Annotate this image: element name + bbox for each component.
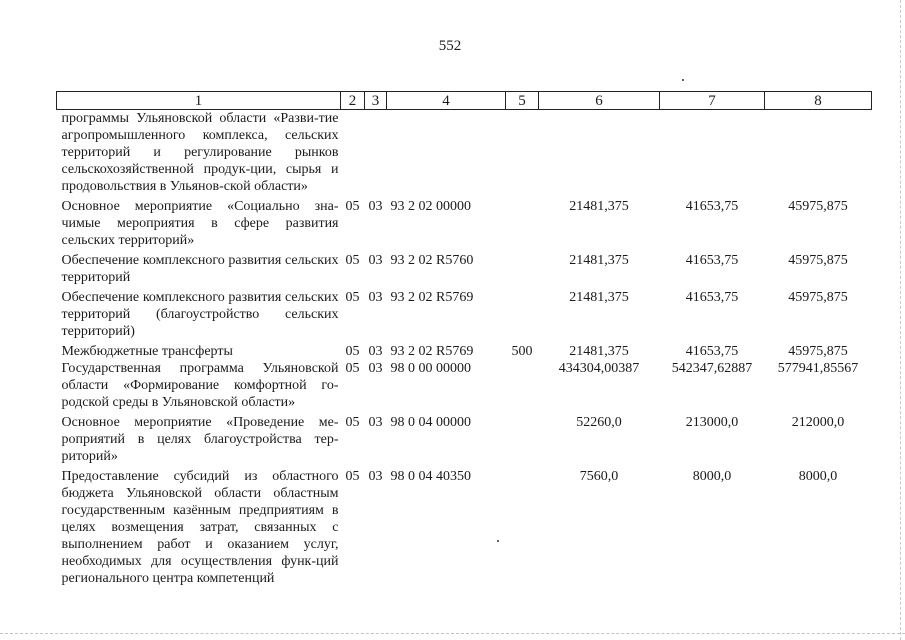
cell-amount-1: 434304,00387 <box>558 361 640 376</box>
cell-subsection: 03 <box>368 199 383 214</box>
cell-section: 05 <box>345 290 360 305</box>
cell-amount-1: 52260,0 <box>576 415 622 430</box>
column-header-7: 7 <box>660 92 765 110</box>
column-header-8: 8 <box>765 92 872 110</box>
cell-expense-type: 500 <box>511 344 533 359</box>
cell-target-code: 93 2 02 R5769 <box>390 344 474 359</box>
row-name: Обеспечение комплексного развития сельских территорий <box>61 253 339 285</box>
cell-target-code: 93 2 02 R5769 <box>390 290 474 305</box>
table-row <box>57 289 872 343</box>
cell-target-code: 98 0 04 40350 <box>390 469 471 484</box>
cell-amount-1 <box>539 110 660 199</box>
cell-amount-1: 21481,375 <box>569 290 629 305</box>
row-name: Предоставление субсидий из областного бюджета Ульяновской области областным государственным казённым предприятиям в целях возмещения затрат, связанных с выполнением работ и оказанием услуг, необходимых для осуществления функ-ций регионального центра компетенций <box>61 469 339 586</box>
cell-subsection: 03 <box>368 469 383 484</box>
cell-target-code: 98 0 00 00000 <box>390 361 471 376</box>
cell-amount-3: 45975,875 <box>788 344 848 359</box>
cell-amount-1: 21481,375 <box>569 253 629 268</box>
cell-subsection <box>365 110 387 199</box>
row-name: Обеспечение комплексного развития сельских территорий (благоустройство сельских территорий) <box>61 290 339 339</box>
budget-table <box>56 91 872 587</box>
cell-amount-2: 213000,0 <box>685 415 739 430</box>
cell-amount-3: 45975,875 <box>788 290 848 305</box>
page-number: 552 <box>438 38 462 54</box>
cell-amount-2: 542347,62887 <box>671 361 753 376</box>
row-name: программы Ульяновской области «Разви-тие агропромышленного комплекса, сельских территорий и регулирование рынков сельскохозяйственной продук-ции, сырья и продовольствия в Ульянов-ской области» <box>61 111 339 194</box>
scan-edge-bottom <box>0 633 905 634</box>
table-row <box>57 252 872 289</box>
cell-subsection: 03 <box>368 415 383 430</box>
table-row <box>57 343 872 360</box>
table-row <box>57 360 872 414</box>
cell-section: 05 <box>345 253 360 268</box>
cell-amount-1: 7560,0 <box>579 469 619 484</box>
cell-amount-2: 41653,75 <box>685 253 739 268</box>
cell-target-code: 93 2 02 R5760 <box>390 253 474 268</box>
column-header-3: 3 <box>365 92 387 110</box>
column-header-2: 2 <box>341 92 365 110</box>
cell-section: 05 <box>345 199 360 214</box>
cell-amount-2: 8000,0 <box>692 469 732 484</box>
cell-amount-3: 212000,0 <box>791 415 845 430</box>
cell-section: 05 <box>345 469 360 484</box>
scan-edge-right <box>900 0 905 640</box>
table-row <box>57 110 872 199</box>
table-row <box>57 198 872 252</box>
cell-target-code <box>387 110 506 199</box>
cell-expense-type <box>506 360 539 414</box>
column-header-5: 5 <box>506 92 539 110</box>
cell-amount-2: 41653,75 <box>685 290 739 305</box>
column-header-1: 1 <box>57 92 341 110</box>
cell-section: 05 <box>345 361 360 376</box>
cell-subsection: 03 <box>368 344 383 359</box>
cell-amount-3: 45975,875 <box>788 253 848 268</box>
header-row <box>57 92 872 110</box>
cell-target-code: 98 0 04 00000 <box>390 415 471 430</box>
cell-amount-1: 21481,375 <box>569 344 629 359</box>
table-row <box>57 468 872 587</box>
cell-expense-type <box>506 289 539 343</box>
cell-amount-2: 41653,75 <box>685 344 739 359</box>
cell-subsection: 03 <box>368 290 383 305</box>
cell-amount-3: 8000,0 <box>798 469 838 484</box>
cell-subsection: 03 <box>368 253 383 268</box>
cell-amount-3: 577941,85567 <box>777 361 859 376</box>
row-name: Основное мероприятие «Социально зна-чимые мероприятия в сфере развития сельских территорий» <box>61 199 339 248</box>
cell-section: 05 <box>345 344 360 359</box>
column-header-4: 4 <box>387 92 506 110</box>
row-name: Основное мероприятие «Проведение ме-роприятий в целях благоустройства тер-риторий» <box>61 415 339 464</box>
cell-subsection: 03 <box>368 361 383 376</box>
column-header-6: 6 <box>539 92 660 110</box>
cell-expense-type <box>506 414 539 468</box>
cell-amount-3: 45975,875 <box>788 199 848 214</box>
table-row <box>57 414 872 468</box>
cell-amount-2: 41653,75 <box>685 199 739 214</box>
cell-expense-type <box>506 110 539 199</box>
cell-section: 05 <box>345 415 360 430</box>
cell-expense-type <box>506 468 539 587</box>
cell-expense-type <box>506 198 539 252</box>
cell-amount-3 <box>765 110 872 199</box>
row-name: Государственная программа Ульяновской области «Формирование комфортной го-родской среды в Ульяновской области» <box>61 361 339 410</box>
cell-target-code: 93 2 02 00000 <box>390 199 471 214</box>
cell-amount-2 <box>660 110 765 199</box>
cell-expense-type <box>506 252 539 289</box>
cell-amount-1: 21481,375 <box>569 199 629 214</box>
cell-section <box>341 110 365 199</box>
scan-speck <box>682 79 684 81</box>
row-name: Межбюджетные трансферты <box>61 344 233 359</box>
